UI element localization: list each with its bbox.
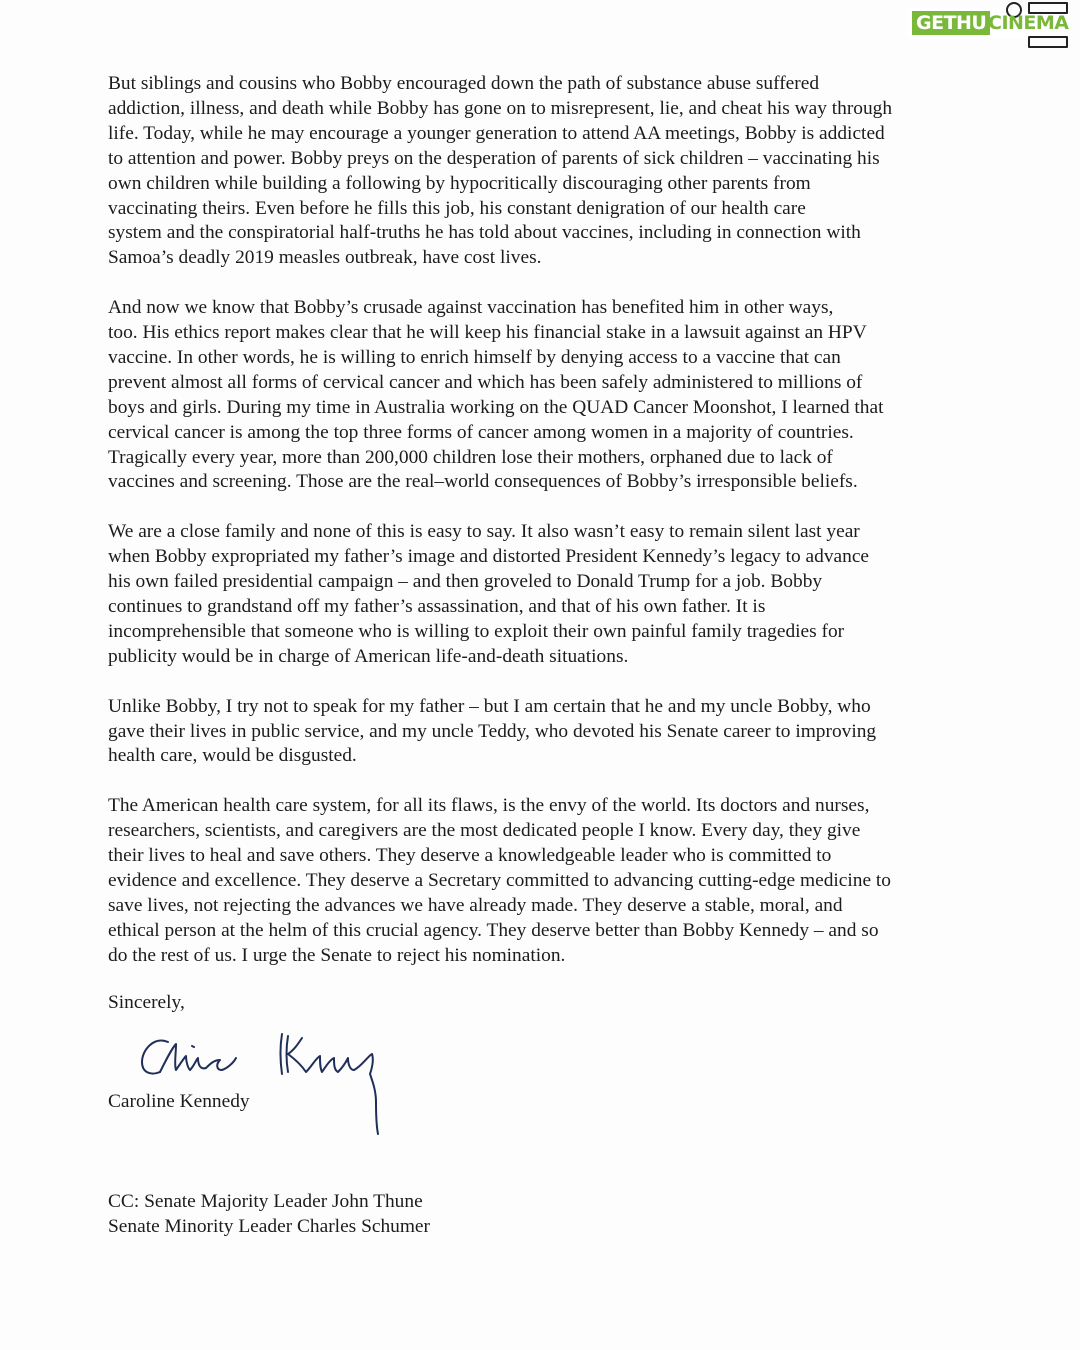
text-line: We are a close family and none of this is easy to say. It also wasn’t easy to remain silent last year: [108, 521, 860, 543]
text-line: Samoa’s deadly 2019 measles outbreak, have cost lives.: [108, 247, 542, 269]
paragraph-3: [108, 520, 998, 669]
text-line: vaccine. In other words, he is willing to enrich himself by denying access to a vaccine that can: [108, 346, 841, 368]
text-line: gave their lives in public service, and my uncle Teddy, who devoted his Senate career to improving: [108, 720, 877, 742]
paragraph-1: [108, 72, 998, 271]
text-line: own children while building a following by hypocritically discouraging other parents from: [108, 172, 811, 194]
cc-line: Senate Minority Leader Charles Schumer: [108, 1215, 431, 1237]
text-line: health care, would be disgusted.: [108, 745, 357, 767]
text-line: And now we know that Bobby’s crusade against vaccination has benefited him in other ways,: [108, 297, 834, 319]
cc-line: CC: Senate Majority Leader John Thune: [108, 1191, 423, 1212]
text-line: his own failed presidential campaign – and then groveled to Donald Trump for a job. Bobby: [108, 571, 823, 593]
text-line: when Bobby expropriated my father’s image and distorted President Kennedy’s legacy to advance: [108, 546, 870, 568]
watermark-text: GETHU: [912, 11, 990, 35]
letter-body: [108, 72, 998, 969]
film-strip-icon: [1028, 36, 1068, 48]
text-line: incomprehensible that someone who is willing to exploit their own painful family tragedies for: [108, 620, 845, 642]
text-line: system and the conspiratorial half-truths he has told about vaccines, including in connection with: [108, 222, 861, 244]
paragraph-2: [108, 296, 998, 495]
text-line: save lives, not rejecting the advances we have already made. They deserve a stable, moral, and: [108, 894, 843, 916]
text-line: vaccines and screening. Those are the real–world consequences of Bobby’s irresponsible beliefs.: [108, 471, 858, 493]
text-line: The American health care system, for all its flaws, is the envy of the world. Its doctors and nurses,: [108, 795, 870, 817]
text-line: ethical person at the helm of this crucial agency. They deserve better than Bobby Kennedy – and so: [108, 919, 879, 941]
text-line: evidence and excellence. They deserve a Secretary committed to advancing cutting-edge medicine to: [108, 869, 892, 891]
text-line: Tragically every year, more than 200,000 children lose their mothers, orphaned due to lack of: [108, 446, 833, 468]
paragraph-5: [108, 794, 998, 968]
paragraph-4: [108, 695, 998, 770]
text-line: do the rest of us. I urge the Senate to reject his nomination.: [108, 944, 566, 966]
watermark-logo: [904, 2, 1076, 46]
text-line: vaccinating theirs. Even before he fills this job, his constant denigration of our health care: [108, 197, 806, 219]
text-line: researchers, scientists, and caregivers are the most dedicated people I know. Every day, they give: [108, 820, 861, 842]
watermark-text: CINEMA: [988, 12, 1069, 34]
text-line: cervical cancer is among the top three forms of cancer among women in a majority of countries.: [108, 421, 854, 443]
handwritten-signature: [136, 1020, 566, 1140]
text-line: their lives to heal and save others. They deserve a knowledgeable leader who is committed to: [108, 845, 832, 867]
closing-salutation: Sincerely,: [108, 992, 185, 1013]
text-line: boys and girls. During my time in Australia working on the QUAD Cancer Moonshot, I learned that: [108, 396, 884, 418]
text-line: too. His ethics report makes clear that he will keep his financial stake in a lawsuit against an HPV: [108, 322, 867, 344]
cc-block: [108, 1190, 430, 1240]
text-line: publicity would be in charge of American life-and-death situations.: [108, 645, 629, 667]
signer-name: Caroline Kennedy: [108, 1091, 250, 1112]
text-line: Unlike Bobby, I try not to speak for my father – but I am certain that he and my uncle Bobby, who: [108, 695, 871, 717]
text-line: But siblings and cousins who Bobby encouraged down the path of substance abuse suffered: [108, 73, 820, 94]
text-line: to attention and power. Bobby preys on the desperation of parents of sick children – vaccinating his: [108, 147, 880, 169]
text-line: addiction, illness, and death while Bobby has gone on to misrepresent, lie, and cheat his way through: [108, 97, 893, 119]
text-line: life. Today, while he may encourage a younger generation to attend AA meetings, Bobby is addicted: [108, 122, 885, 144]
text-line: prevent almost all forms of cervical cancer and which has been safely administered to millions of: [108, 371, 863, 393]
text-line: continues to grandstand off my father’s assassination, and that of his own father. It is: [108, 596, 766, 617]
